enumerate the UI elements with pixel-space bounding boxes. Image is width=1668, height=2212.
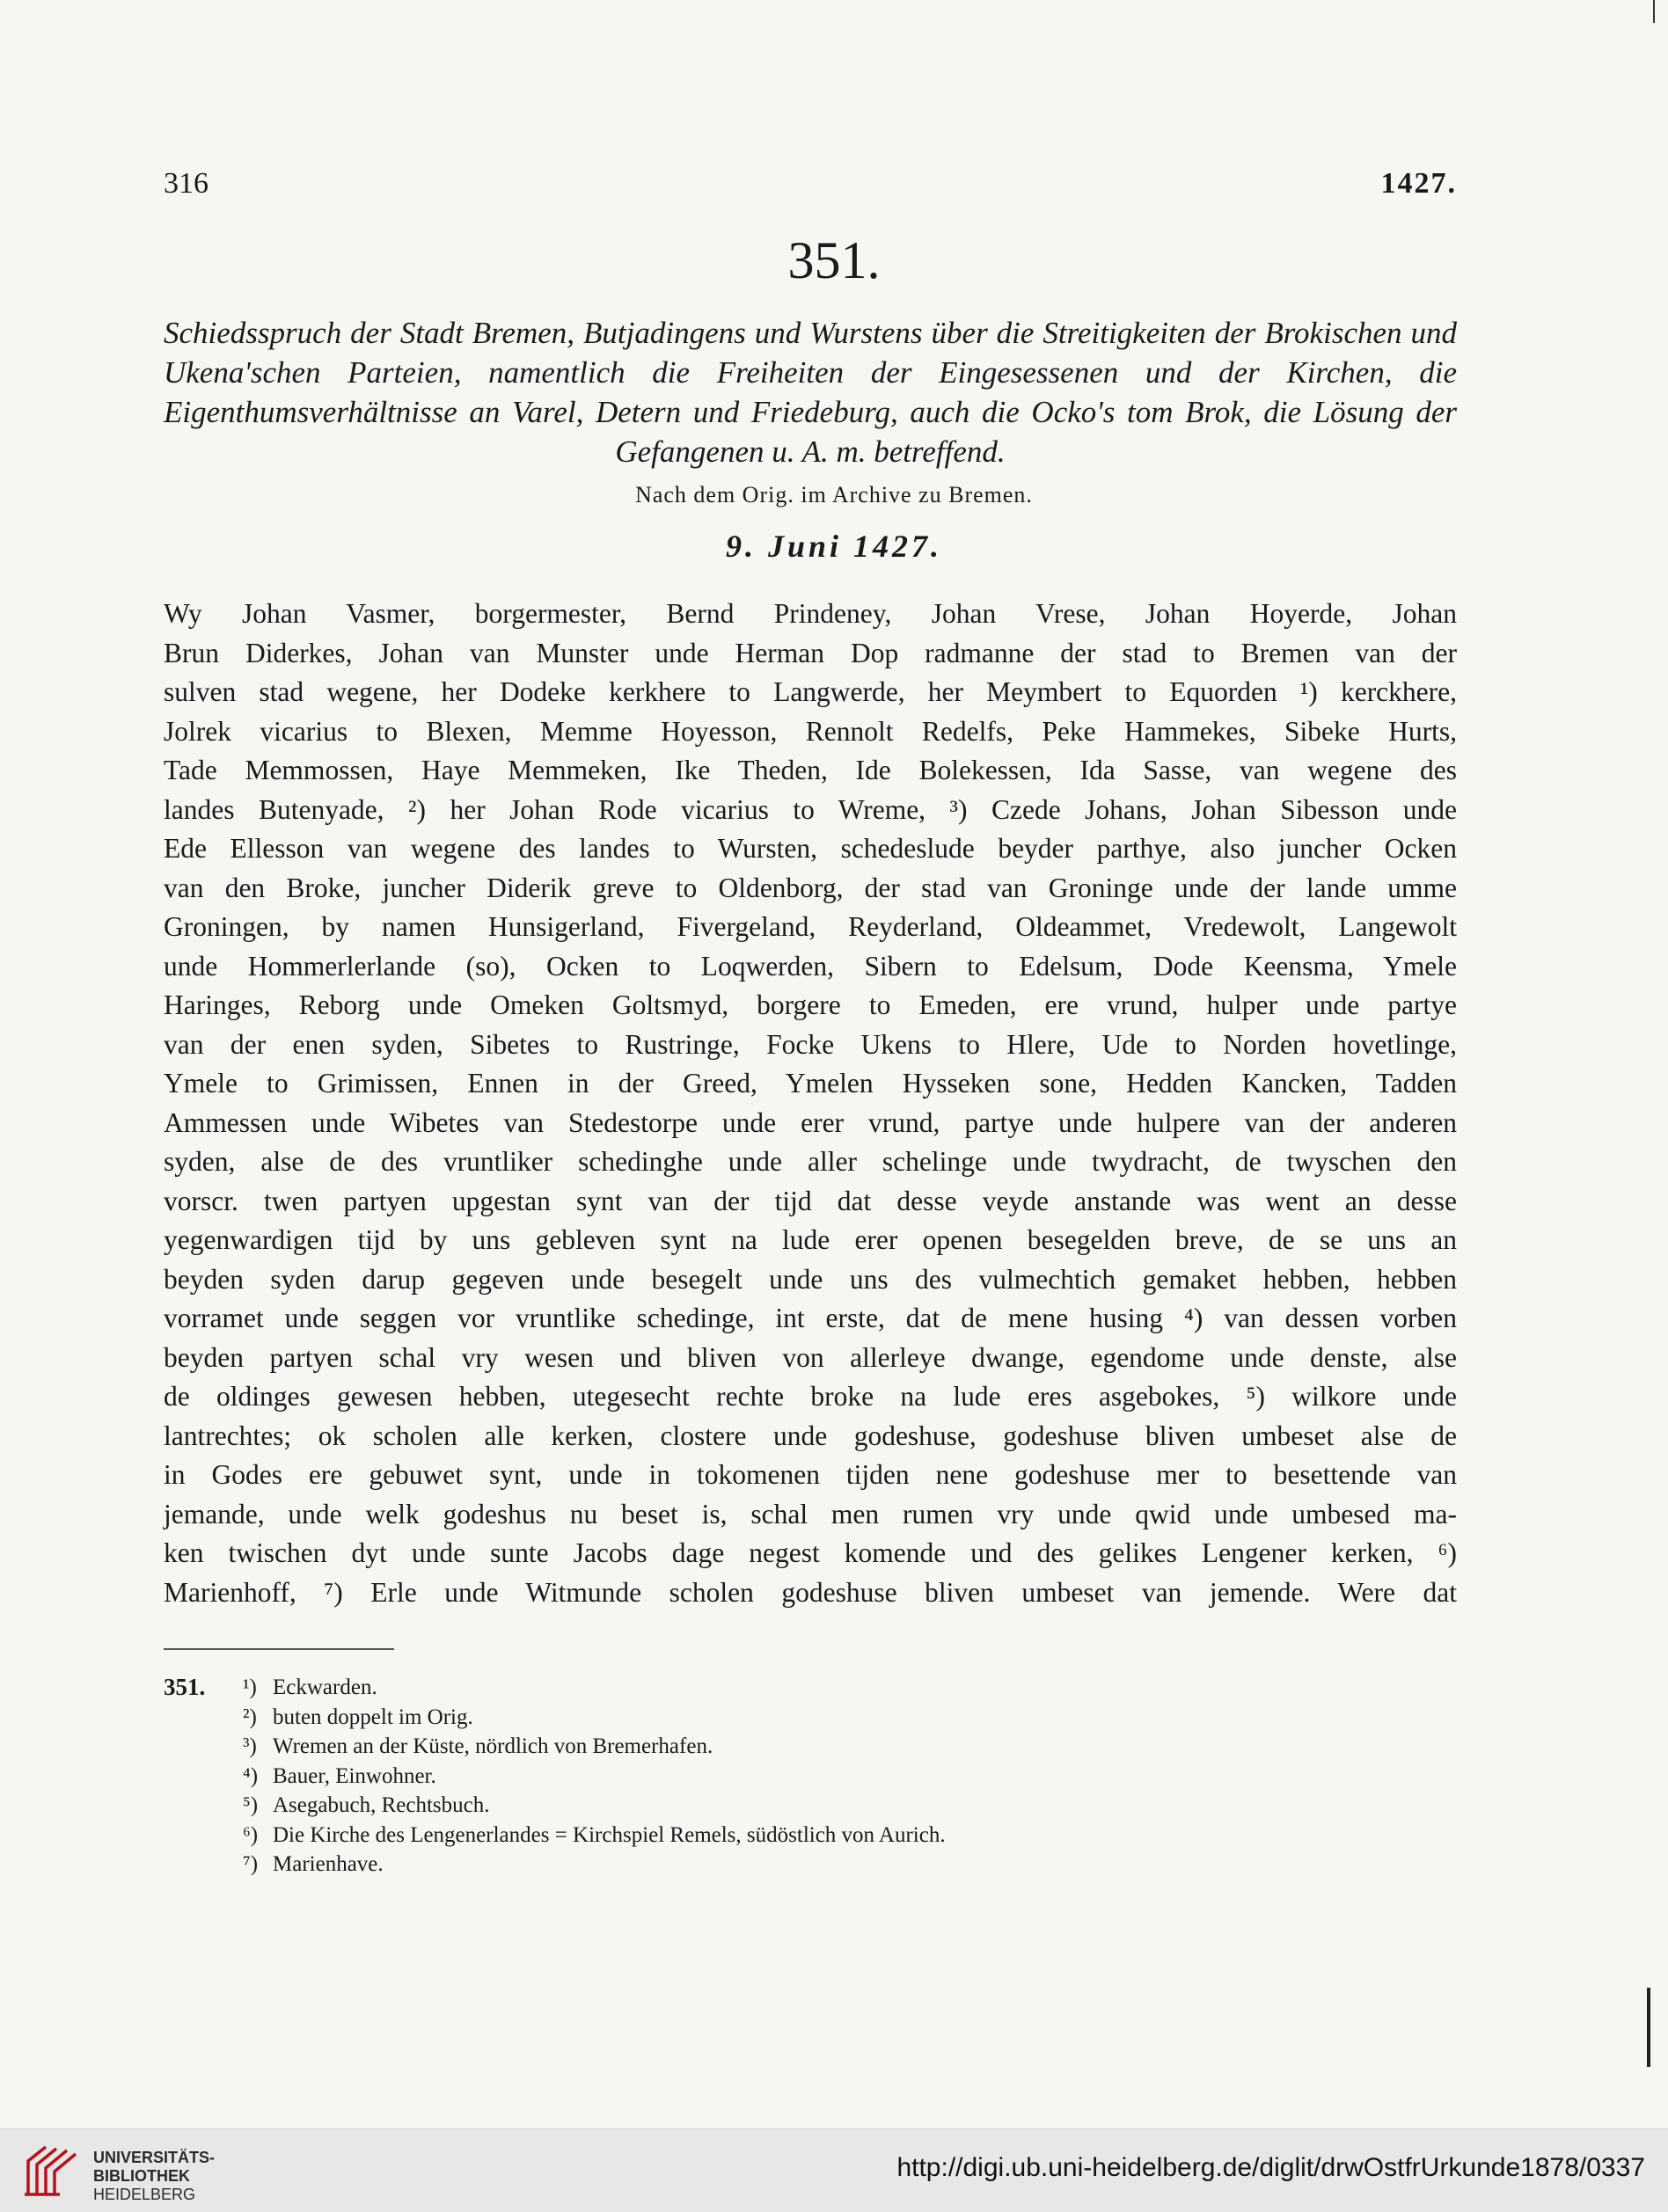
footnote-text: Wremen an der Küste, nördlich von Bremerhafen. <box>273 1734 713 1758</box>
body-line: de oldinges gewesen hebben, utegesecht rechte broke na lude eres asgebokes, ⁵) wilkore unde <box>164 1381 1457 1412</box>
book-stack-icon[interactable] <box>19 2142 83 2200</box>
body-line: Brun Diderkes, Johan van Munster unde Herman Dop radmanne der stad to Bremen van der <box>164 637 1457 668</box>
scan-edge-mark <box>1653 0 1655 23</box>
body-line: sulven stad wegene, her Dodeke kerkhere to Langwerde, her Meymbert to Equorden ¹) kerckhere, <box>164 676 1457 707</box>
footnote-list <box>243 1673 946 1880</box>
footnote-mark: ¹) <box>243 1675 257 1699</box>
footnote-text: Asegabuch, Rechtsbuch. <box>273 1793 490 1817</box>
footnote-text: buten doppelt im Orig. <box>273 1705 473 1729</box>
body-line: Haringes, Reborg unde Omeken Goltsmyd, borgere to Emeden, ere vrund, hulper unde partye <box>164 989 1457 1020</box>
footnote-item <box>243 1703 946 1733</box>
footnote-mark: ⁶) <box>243 1822 259 1847</box>
library-name-line: BIBLIOTHEK <box>93 2167 190 2185</box>
body-line: yegenwardigen tijd by uns gebleven synt na lude erer openen besegelden breve, de se uns an <box>164 1224 1457 1255</box>
body-line: vorscr. twen partyen upgestan synt van der tijd dat desse veyde anstande was went an desse <box>164 1185 1457 1216</box>
footnote-mark: ²) <box>243 1705 257 1729</box>
footnote-mark: ⁷) <box>243 1852 259 1876</box>
footnote-mark: ⁵) <box>243 1793 259 1817</box>
permalink-url[interactable]: http://digi.ub.uni-heidelberg.de/diglit/drwOstfrUrkunde1878/0337 <box>896 2153 1645 2182</box>
footnote-block-label: 351. <box>164 1674 206 1700</box>
body-line: syden, alse de des vruntliker schedinghe unde aller schelinge unde twydracht, de twyschen den <box>164 1146 1457 1177</box>
library-name-line: HEIDELBERG <box>93 2186 196 2203</box>
footnote-item <box>243 1762 946 1792</box>
body-line: Marienhoff, ⁷) Erle unde Witmunde scholen godeshuse bliven umbeset van jemende. Were dat <box>164 1576 1457 1608</box>
document-source: Nach dem Orig. im Archive zu Bremen. <box>635 482 1033 507</box>
footnote-item <box>243 1821 946 1851</box>
body-line: van den Broke, juncher Diderik greve to Oldenborg, der stad van Groninge unde der lande umme <box>164 872 1457 903</box>
body-line: jemande, unde welk godeshus nu beset is, schal men rumen vry unde qwid unde umbesed ma- <box>164 1498 1457 1529</box>
body-line: vorramet unde seggen vor vruntlike schedinge, int erste, dat de mene husing ⁴) van dessen vorben <box>164 1303 1457 1333</box>
footnote-text: Marienhave. <box>273 1852 384 1876</box>
library-name[interactable] <box>93 2149 215 2204</box>
body-line: van der enen syden, Sibetes to Rustringe, Focke Ukens to Hlere, Ude to Norden hovetlinge, <box>164 1028 1457 1060</box>
library-name-line: UNIVERSITÄTS- <box>93 2149 216 2166</box>
document-number: 351. <box>787 231 881 289</box>
viewer-footer <box>0 2128 1668 2212</box>
footnote-item <box>243 1732 946 1762</box>
document-date: 9. Juni 1427. <box>725 529 943 564</box>
body-line: lantrechtes; ok scholen alle kerken, clostere unde godeshuse, godeshuse bliven umbeset alse de <box>164 1420 1457 1451</box>
footnote-text: Bauer, Einwohner. <box>273 1763 436 1788</box>
footnote-mark: ⁴) <box>243 1763 259 1788</box>
body-line: ken twischen dyt unde sunte Jacobs dage negest komende und des gelikes Lengener kerken, ⁶) <box>164 1537 1457 1568</box>
running-head <box>164 167 1457 211</box>
document-title: Schiedsspruch der Stadt Bremen, Butjadingens und Wurstens über die Streitigkeiten der Brokischen und Ukena'schen Parteien, namentlich die Freiheiten der Eingesessenen und der Kirchen, die Eigenthumsverhältnisse an Varel, Detern und Friedeburg, auch die Ocko's tom Brok, die Lösung der Gefangenen u. A. m. betreffend. <box>164 316 1457 469</box>
body-line: Ymele to Grimissen, Ennen in der Greed, Ymelen Hysseken sone, Hedden Kancken, Tadden <box>164 1068 1457 1099</box>
footnote-item <box>243 1791 946 1821</box>
footnote-text: Eckwarden. <box>273 1675 377 1699</box>
body-line: beyden partyen schal vry wesen und bliven von allerleye dwange, egendome unde denste, alse <box>164 1341 1457 1373</box>
body-line: Groningen, by namen Hunsigerland, Fivergeland, Reyderland, Oldeammet, Vredewolt, Langewolt <box>164 911 1457 942</box>
document-body <box>164 595 1457 1612</box>
footnote-mark: ³) <box>243 1734 257 1758</box>
running-year: 1427. <box>1380 167 1457 200</box>
body-line: unde Hommerlerlande (so), Ocken to Loqwerden, Sibern to Edelsum, Dode Keensma, Ymele <box>164 950 1457 982</box>
footnote-item <box>243 1850 946 1880</box>
body-line: Tade Memmossen, Haye Memmeken, Ike Theden, Ide Bolekessen, Ida Sasse, van wegene des <box>164 755 1457 785</box>
footnote-item <box>243 1673 946 1703</box>
body-line: beyden syden darup gegeven unde besegelt unde uns des vulmechtich gemaket hebben, hebben <box>164 1263 1457 1295</box>
footnote-divider <box>164 1648 394 1650</box>
body-line: Wy Johan Vasmer, borgermester, Bernd Prindeney, Johan Vrese, Johan Hoyerde, Johan <box>164 598 1457 629</box>
body-line: landes Butenyade, ²) her Johan Rode vicarius to Wreme, ³) Czede Johans, Johan Sibesson unde <box>164 793 1457 825</box>
footnote-text: Die Kirche des Lengenerlandes = Kirchspiel Remels, südöstlich von Aurich. <box>273 1822 946 1847</box>
body-line: Ammessen unde Wibetes van Stedestorpe unde erer vrund, partye unde hulpere van der anderen <box>164 1106 1457 1138</box>
body-line: in Godes ere gebuwet synt, unde in tokomenen tijden nene godeshuse mer to besettende van <box>164 1459 1457 1490</box>
scan-edge-mark <box>1647 1988 1650 2067</box>
body-line: Ede Ellesson van wegene des landes to Wursten, schedeslude beyder parthye, also juncher Ocken <box>164 833 1457 864</box>
page-number: 316 <box>164 167 208 200</box>
body-line: Jolrek vicarius to Blexen, Memme Hoyesson, Rennolt Redelfs, Peke Hammekes, Sibeke Hurts, <box>164 715 1457 747</box>
